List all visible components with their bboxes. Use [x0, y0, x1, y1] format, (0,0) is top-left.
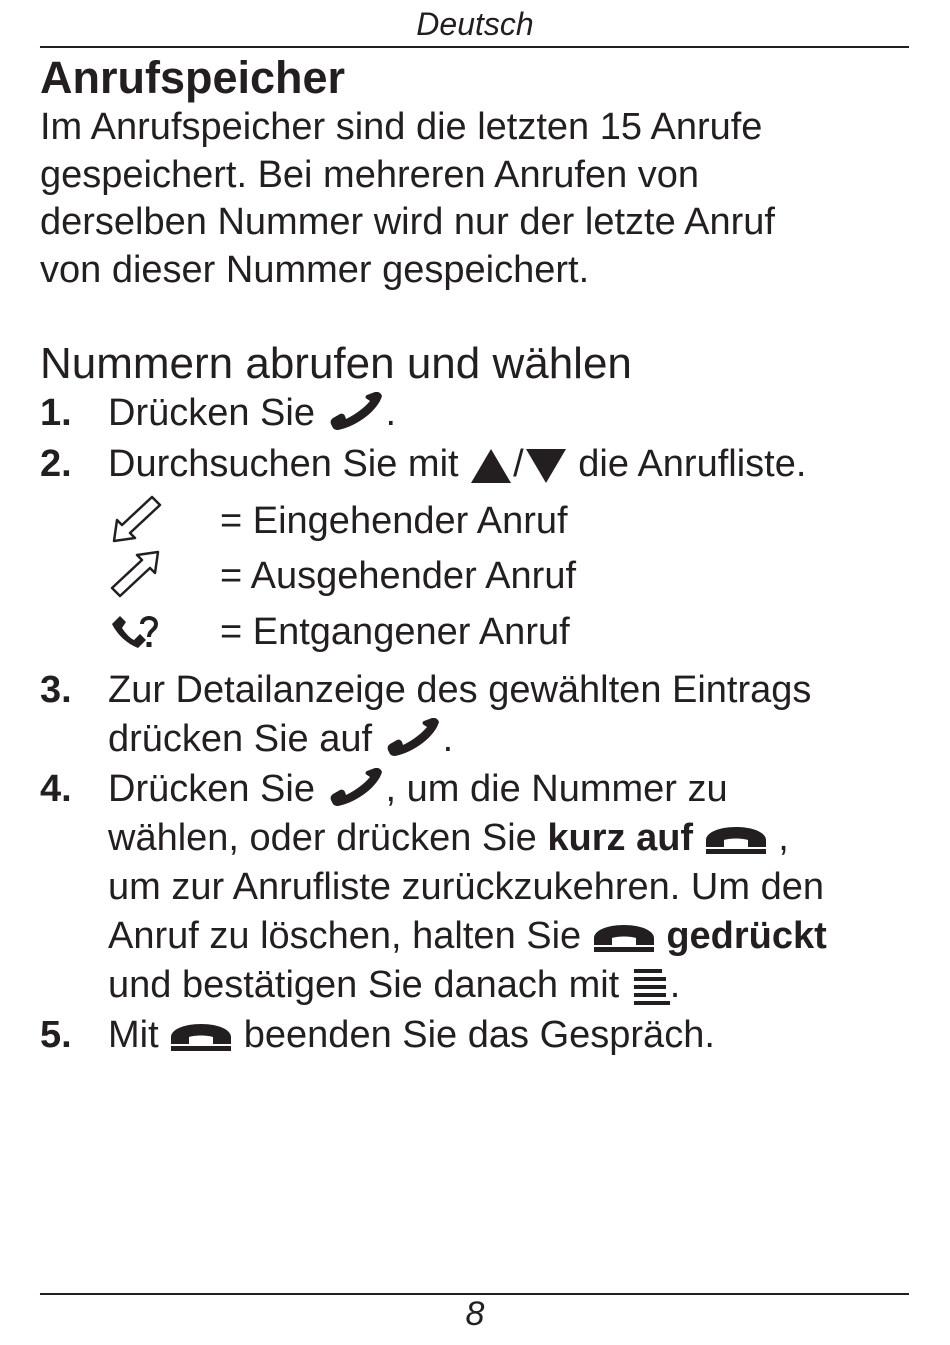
- step-number: 1.: [40, 392, 72, 434]
- step-text: Drücken Sie: [108, 768, 326, 810]
- step-2: [40, 440, 920, 489]
- outgoing-call-icon: [108, 548, 164, 604]
- call-key-icon: [326, 392, 386, 432]
- intro-line: gespeichert. Bei mehreren Anrufen von: [40, 153, 700, 196]
- call-key-icon: [326, 768, 386, 808]
- call-key-icon: [383, 718, 443, 758]
- page-title: Anrufspeicher: [40, 52, 346, 103]
- legend-text: = Eingehender Anruf: [220, 500, 568, 542]
- end-call-key-icon: [169, 1022, 233, 1052]
- step-5: [40, 1011, 920, 1060]
- step-text: .: [442, 718, 454, 760]
- step-text: wählen, oder drücken Sie: [108, 817, 548, 859]
- arrow-down-icon: [524, 447, 568, 485]
- step-text: .: [385, 392, 397, 434]
- page-number: 8: [465, 1295, 485, 1333]
- header-rule: [40, 46, 909, 48]
- section-title: Nummern abrufen und wählen: [40, 339, 632, 388]
- step-text: drücken Sie auf: [108, 718, 383, 760]
- end-call-key-icon: [704, 825, 768, 855]
- step-number: 3.: [40, 669, 72, 711]
- legend-text: = Entgangener Anruf: [220, 611, 570, 653]
- intro-line: Im Anrufspeicher sind die letzten 15 Anrufe: [40, 106, 763, 148]
- incoming-call-icon: [108, 493, 164, 549]
- step-text: Mit: [108, 1014, 170, 1056]
- step-text: Durchsuchen Sie mit: [108, 443, 470, 485]
- legend-text: = Ausgehender Anruf: [220, 555, 577, 597]
- step-4: [40, 765, 920, 1010]
- step-text: die Anrufliste.: [567, 443, 807, 485]
- step-text: Zur Detailanzeige des gewählten Eintrags: [108, 669, 812, 711]
- step-number: 5.: [40, 1014, 72, 1056]
- menu-key-icon: [630, 967, 670, 1007]
- end-call-key-icon: [592, 923, 656, 953]
- step-text: , um die Nummer zu: [385, 768, 728, 810]
- missed-call-icon: [108, 604, 164, 660]
- legend-item-missed: [108, 604, 808, 660]
- step-text: Drücken Sie: [108, 392, 326, 434]
- step-emphasis: gedrückt: [666, 915, 827, 957]
- legend-item-outgoing: [108, 548, 808, 604]
- page-header: Deutsch: [416, 6, 534, 42]
- legend-item-incoming: [108, 493, 808, 549]
- step-text: beenden Sie das Gespräch.: [233, 1014, 715, 1056]
- step-text: .: [669, 964, 681, 1006]
- step-emphasis: kurz auf: [547, 817, 694, 859]
- step-text: ,: [767, 817, 789, 859]
- intro-paragraph: [40, 104, 910, 294]
- intro-line: von dieser Nummer gespeichert.: [40, 248, 590, 291]
- intro-line: derselben Nummer wird nur der letzte Anruf: [40, 201, 775, 243]
- separator: /: [513, 443, 524, 485]
- step-1: [40, 389, 920, 438]
- step-number: 2.: [40, 443, 72, 485]
- step-number: 4.: [40, 768, 72, 810]
- arrow-up-icon: [469, 447, 513, 485]
- step-3: [40, 666, 920, 764]
- step-text: Anruf zu löschen, halten Sie: [108, 915, 592, 957]
- step-text: um zur Anrufliste zurückzukehren. Um den: [108, 866, 824, 908]
- step-text: und bestätigen Sie danach mit: [108, 964, 630, 1006]
